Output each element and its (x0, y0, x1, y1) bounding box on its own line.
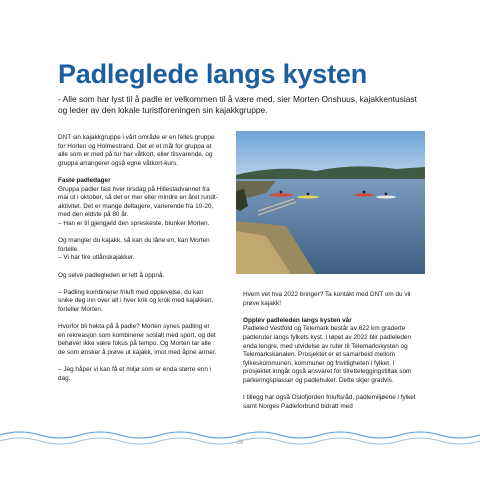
section-body: Gruppa padler fast hver tirsdag på Hillestadvannet fra mai ut i oktober, så det er mer eller mindre en året rundt-aktivitet. Det er mange deltagere, varierende fra 10-20, med den eldste på 80 år. – Han er til gjengjeld den spreskeste, blunker Morten. (58, 185, 218, 227)
paragraph: I tillegg har også Oslofjorden friluftsråd, padlemiljøene i fylket samt Norges Padleforbund bidratt med (243, 394, 416, 410)
paragraph: – Jeg håper vi kan få et miljø som er enda større enn i dag. (58, 366, 212, 382)
paragraph: Hvem vet hva 2022 bringer? Ta kontakt med DNT om du vil prøve kajakk! (243, 291, 411, 307)
photo-illustration (236, 131, 425, 274)
paragraph: – Padling kombinerer friluft med opplevelse, du kan snike deg inn over alt i hver krik og krok med kajakken, forteller Morten. (58, 288, 214, 313)
section-faste-padledager (58, 177, 218, 229)
section-heading: Faste padledager (58, 176, 111, 184)
section-body: Padleled Vestfold og Telemark består av 622 km graderte padleruter langs fylkets kyst. I løpet av 2022 blir padleleden enda lengre, med utvidelse av ruter til Telemarkskysten og Telemarkskanalen. Prosjektet er et samarbeid mellom fylkeskommunen, kommuner og frivilligheten i fylket. I prosjektet inngår også ansvaret for tilretteleggingstiltak som parkeringsplasser og padlehuker. Dette skjer gradvis. (243, 325, 412, 384)
left-column (58, 134, 218, 392)
paragraph: Hvorfor bli hekta på å padle? Morten synes padling er en rekreasjon som kombinerer sosialt med sport, og det behøver ikke være fokus på tempo. Og Morten tar alle de som ønsker å prøve ut kajakk, imot med åpne armer. (58, 323, 217, 356)
paragraph-intro: DNT sin kajakkgruppe i vårt område er en felles gruppe for Horten og Holmestrand. Det er et mål for gruppa at alle som er med på tur har våtkort, eller tilsvarende, og gruppa arrangerer også egne våtkort-kurs. (58, 134, 215, 167)
section-padleleden (243, 317, 423, 386)
section-heading: Opplev padleleden langs kysten vår (243, 316, 352, 324)
right-column (243, 291, 423, 420)
article-title: Padleglede langs kysten (58, 59, 368, 89)
article-lead: - Alle som har lyst til å padle er velkommen til å være med, sier Morten Onshuus, kajakkentusiast og leder av den lokale turistforeningen sin kajakkgruppe. (58, 94, 417, 115)
page-number: 26 (236, 440, 244, 446)
paragraph: Og selve padlegleden er lett å oppnå. (58, 271, 165, 279)
paragraph: Og mangler du kajakk, så kan du låne en, kan Morten fortelle. – Vi har fire utlånskajakker. (58, 237, 210, 262)
kayak-lake-photo (236, 131, 425, 274)
